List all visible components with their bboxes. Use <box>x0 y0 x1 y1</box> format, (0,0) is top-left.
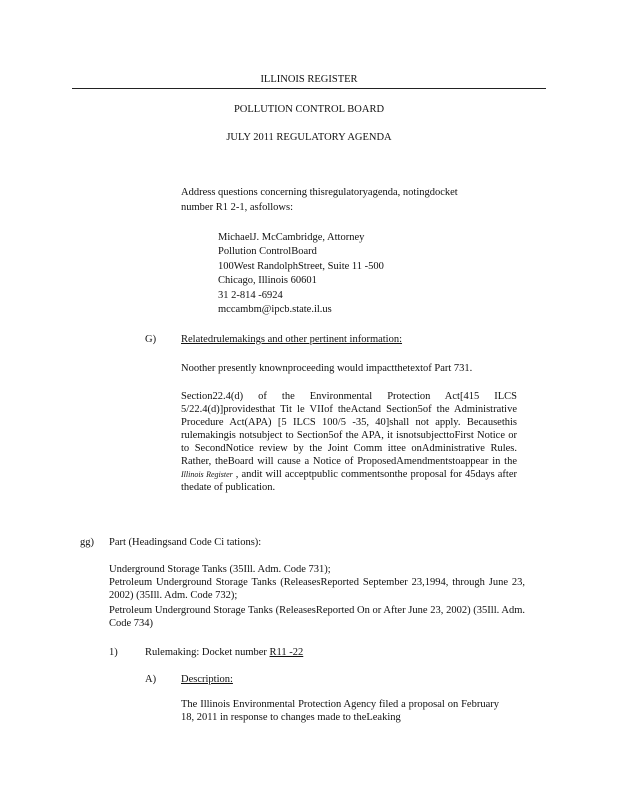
illinois-register-italic: Illinois Register <box>181 470 233 479</box>
description-text: The Illinois Environmental Protection Agency filed a proposal on February 18, 2011 in response to changes made to theLeaking <box>181 699 499 723</box>
part-731-citation: Underground Storage Tanks (35Ill. Adm. Code 731); <box>109 564 331 575</box>
rulemaking-line <box>145 646 303 659</box>
board-title: POLLUTION CONTROL BOARD <box>233 104 385 115</box>
section-gg-label: gg) <box>80 537 94 548</box>
section-g-heading: Relatedrulemakings and other pertinent information: <box>181 334 403 345</box>
description-label: A) <box>145 674 157 685</box>
part-734-citation: Petroleum Underground Storage Tanks (ReleasesReported On or After June 23, 2002) (35Ill. Adm. Code 734) <box>109 605 525 629</box>
contact-org: Pollution ControlBoard <box>218 246 317 257</box>
rulemaking-text: Rulemaking: Docket number <box>145 647 267 658</box>
section-g-label: G) <box>145 334 157 345</box>
description-heading: Description: <box>181 674 233 685</box>
register-title: ILLINOIS REGISTER <box>260 74 358 85</box>
contact-name: MichaelJ. McCambridge, Attorney <box>218 232 365 243</box>
contact-street: 100West RandolphStreet, Suite 11 -500 <box>218 261 384 272</box>
header-divider <box>72 88 546 89</box>
contact-city: Chicago, Illinois 60601 <box>218 275 317 286</box>
section-g-para2 <box>181 390 517 494</box>
agenda-title: JULY 2011 REGULATORY AGENDA <box>226 132 392 143</box>
rulemaking-label: 1) <box>109 647 118 658</box>
address-intro-line2: number R1 2-1, asfollows: <box>181 202 293 213</box>
docket-number: R11 -22 <box>269 647 304 658</box>
section-g-para1: Noother presently knownproceeding would impactthetextof Part 731. <box>181 363 473 374</box>
section-gg-heading: Part (Headingsand Code Ci tations): <box>109 537 262 548</box>
contact-email: mccambm@ipcb.state.il.us <box>218 304 332 315</box>
section-g-para2-before: Section22.4(d) of the Environmental Protection Act[415 ILCS 5/22.4(d)]providesthat Tit le VIIof theActand Section5of the Administrative Procedure Act(APA) [5 ILCS 100/5 -35, 40]shall not apply. Becausethis rulemakingis notsubject to Section5of the APA, it isnotsubjecttoFirst Notice or to SecondNotice review by the Joint Comm ittee onAdministrative Rules. Rather, theBoard will cause a Notice of ProposedAmendmentstoappear in the <box>181 391 517 467</box>
address-intro-line1: Address questions concerning thisregulatoryagenda, notingdocket <box>181 187 458 198</box>
contact-phone: 31 2-814 -6924 <box>218 290 283 301</box>
part-732-citation: Petroleum Underground Storage Tanks (ReleasesReported September 23,1994, through June 23, 2002) (35Ill. Adm. Code 732); <box>109 577 525 601</box>
section-g-para2-after: , andit will acceptpublic commentsonthe proposal for 45days after thedate of publication. <box>181 469 517 493</box>
